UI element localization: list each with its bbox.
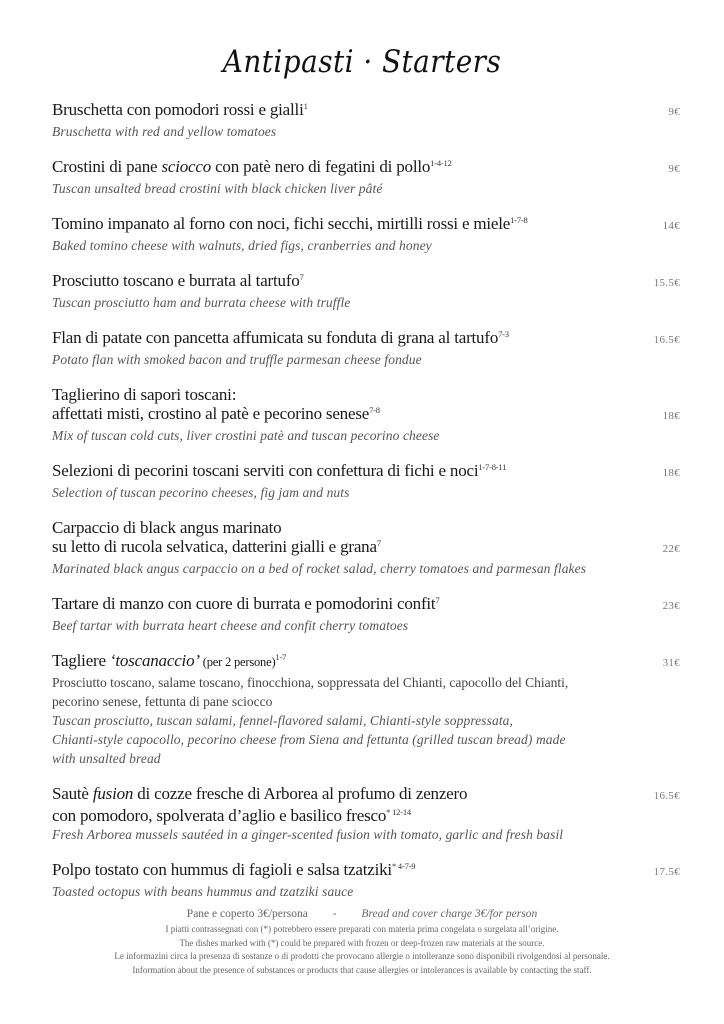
- item-description: Baked tomino cheese with walnuts, dried figs, cranberries and honey: [52, 238, 432, 253]
- item-description: Potato flan with smoked bacon and truffle parmesan cheese fondue: [52, 352, 422, 367]
- item-name-part: ‘toscanaccio’: [109, 651, 200, 670]
- item-name: [52, 404, 663, 423]
- fleur-de-lis-watermark: ⚜: [330, 794, 393, 871]
- item-price: 18€: [662, 467, 680, 479]
- item-name-part: con patè nero di fegatini di pollo: [211, 157, 431, 176]
- cover-charge-en: Bread and cover charge 3€/for person: [361, 908, 538, 920]
- item-price: 17.5€: [653, 866, 680, 878]
- allergen-superscript: 1: [303, 101, 308, 111]
- item-name-part: Flan di patate con pancetta affumicata su fonduta di grana al tartufo: [52, 328, 499, 347]
- item-name-part: affettati misti, crostino al patè e pecorino senese: [52, 404, 370, 423]
- item-description: Tuscan prosciutto ham and burrata cheese with truffle: [52, 295, 351, 310]
- item-name-part: Tagliere: [52, 651, 110, 670]
- item-name: [52, 651, 663, 672]
- item-price: 9€: [668, 106, 680, 118]
- allergen-superscript: 1-7-8: [510, 215, 528, 225]
- allergen-superscript: * 4-7-9: [391, 861, 416, 871]
- allergy-note-en: Information about the presence of substances or products that cause allergies or intolerances is available by contacting the staff.: [132, 964, 592, 975]
- separator: -: [332, 908, 337, 920]
- item-name-part: Tomino impanato al forno con noci, fichi secchi, mirtilli rossi e miele: [52, 214, 511, 233]
- item-name-line: [52, 157, 680, 179]
- allergy-note-it: Le informazini circa la presenza di sostanze o di prodotti che provocano allergie o intolleranze sono disponibili rivolgendosi al personale.: [114, 951, 610, 961]
- item-name-part: su letto di rucola selvatica, datterini gialli e grana: [52, 537, 377, 556]
- item-name-part: Bruschetta con pomodori rossi e gialli: [52, 100, 304, 119]
- menu-item: [52, 860, 680, 901]
- item-name-part: di cozze fresche di Arborea al profumo di zenzero: [133, 784, 468, 803]
- item-description: Fresh Arborea mussels sautéed in a ginger-scented fusion with tomato, garlic and fresh basil: [52, 827, 564, 842]
- item-name: [52, 271, 654, 290]
- menu-item: [52, 157, 680, 198]
- item-ingredients-line: Prosciutto toscano, salame toscano, finocchiona, soppressata del Chianti, capocollo del Chianti,: [52, 675, 569, 690]
- item-name-line: [52, 328, 680, 350]
- footer: [0, 906, 724, 977]
- menu-item: [52, 214, 680, 255]
- item-price: 14€: [662, 220, 680, 232]
- item-name-line: [52, 214, 680, 236]
- menu-item: [52, 100, 680, 141]
- item-name: [52, 100, 668, 119]
- item-name-line: [52, 784, 680, 806]
- item-description: with unsalted bread: [52, 751, 161, 766]
- menu-item: [52, 518, 680, 578]
- item-description: Selection of tuscan pecorino cheeses, fig jam and nuts: [52, 485, 350, 500]
- item-name-part: Carpaccio di black angus marinato: [52, 518, 282, 537]
- item-description: Tuscan prosciutto, tuscan salami, fennel-flavored salami, Chianti-style soppressata,: [52, 713, 514, 728]
- menu-item: [52, 461, 680, 502]
- item-description: Toasted octopus with beans hummus and tzatziki sauce: [52, 884, 354, 899]
- item-name-part: Selezioni di pecorini toscani serviti con confettura di fichi e noci: [52, 461, 479, 480]
- menu-item: [52, 784, 680, 844]
- item-name: [52, 328, 654, 347]
- item-name: [52, 806, 680, 825]
- item-ingredients-line: pecorino senese, fettunta di pane sciocco: [52, 694, 273, 709]
- item-name-part: Tartare di manzo con cuore di burrata e pomodorini confit: [52, 594, 436, 613]
- item-name-part: Polpo tostato con hummus di fagioli e salsa tzatziki: [52, 860, 392, 879]
- item-name-line: [52, 271, 680, 293]
- allergen-superscript: 1-4-12: [430, 158, 452, 168]
- item-price: 16.5€: [653, 334, 680, 346]
- item-name: [52, 594, 663, 613]
- item-price: 31€: [662, 657, 680, 669]
- item-name: [52, 385, 680, 404]
- item-name-line: [52, 518, 680, 537]
- allergen-superscript: * 12-14: [386, 807, 411, 817]
- menu-item: [52, 385, 680, 445]
- item-name-line: [52, 404, 680, 426]
- item-name-part: Taglierino di sapori toscani:: [52, 385, 237, 404]
- page-title: Antipasti · Starters: [222, 44, 502, 80]
- cover-charge-it: Pane e coperto 3€/persona: [186, 908, 308, 920]
- item-name-line: [52, 806, 680, 825]
- menu-item: [52, 271, 680, 312]
- frozen-note-it: I piatti contrassegnati con (*) potrebbero essere preparati con materia prima congelata o surgelata all’origine.: [165, 924, 559, 934]
- item-name-line: [52, 461, 680, 483]
- item-name-part: con pomodoro, spolverata d’aglio e basilico fresco: [52, 806, 387, 825]
- item-name: [52, 518, 680, 537]
- item-description: Bruschetta with red and yellow tomatoes: [52, 124, 277, 139]
- item-name-part: Sautè: [52, 784, 93, 803]
- menu-item: [52, 328, 680, 369]
- item-name-line: [52, 385, 680, 404]
- item-name-line: [52, 594, 680, 616]
- item-name: [52, 537, 663, 556]
- item-name: [52, 157, 668, 176]
- item-name-line: [52, 860, 680, 882]
- item-name-line: [52, 537, 680, 559]
- item-name: [52, 214, 663, 233]
- allergen-superscript: 1-7: [275, 652, 287, 662]
- item-description: Tuscan unsalted bread crostini with black chicken liver pâté: [52, 181, 383, 196]
- item-name: [52, 860, 654, 879]
- item-price: 16.5€: [653, 790, 680, 802]
- item-name: [52, 461, 663, 480]
- menu-item: [52, 651, 680, 768]
- frozen-note-en: The dishes marked with (*) could be prepared with frozen or deep-frozen raw materials at the source.: [179, 937, 545, 948]
- item-description: Mix of tuscan cold cuts, liver crostini patè and tuscan pecorino cheese: [52, 428, 440, 443]
- item-description: Chianti-style capocollo, pecorino cheese from Siena and fettunta (grilled tuscan bread) made: [52, 732, 566, 747]
- menu-list: [52, 100, 680, 917]
- allergen-superscript: 7: [299, 272, 304, 282]
- item-name-line: [52, 651, 680, 673]
- item-name-part: Prosciutto toscano e burrata al tartufo: [52, 271, 300, 290]
- item-price: 22€: [662, 543, 680, 555]
- item-description: Marinated black angus carpaccio on a bed of rocket salad, cherry tomatoes and parmesan flakes: [52, 561, 587, 576]
- item-name-part: (per 2 persone): [199, 655, 276, 669]
- allergen-superscript: 1-7-8-11: [478, 462, 507, 472]
- item-price: 9€: [668, 163, 680, 175]
- allergen-superscript: 7: [376, 538, 381, 548]
- item-name-part: sciocco: [161, 157, 212, 176]
- item-name-part: fusion: [92, 784, 134, 803]
- item-description: Beef tartar with burrata heart cheese and confit cherry tomatoes: [52, 618, 409, 633]
- item-price: 18€: [662, 410, 680, 422]
- item-name-line: [52, 100, 680, 122]
- item-name-part: Crostini di pane: [52, 157, 162, 176]
- allergen-superscript: 7-3: [498, 329, 509, 339]
- menu-item: [52, 594, 680, 635]
- item-price: 15.5€: [653, 277, 680, 289]
- allergen-superscript: 7-8: [369, 405, 380, 415]
- item-name: [52, 784, 654, 803]
- item-price: 23€: [662, 600, 680, 612]
- allergen-superscript: 7: [435, 595, 440, 605]
